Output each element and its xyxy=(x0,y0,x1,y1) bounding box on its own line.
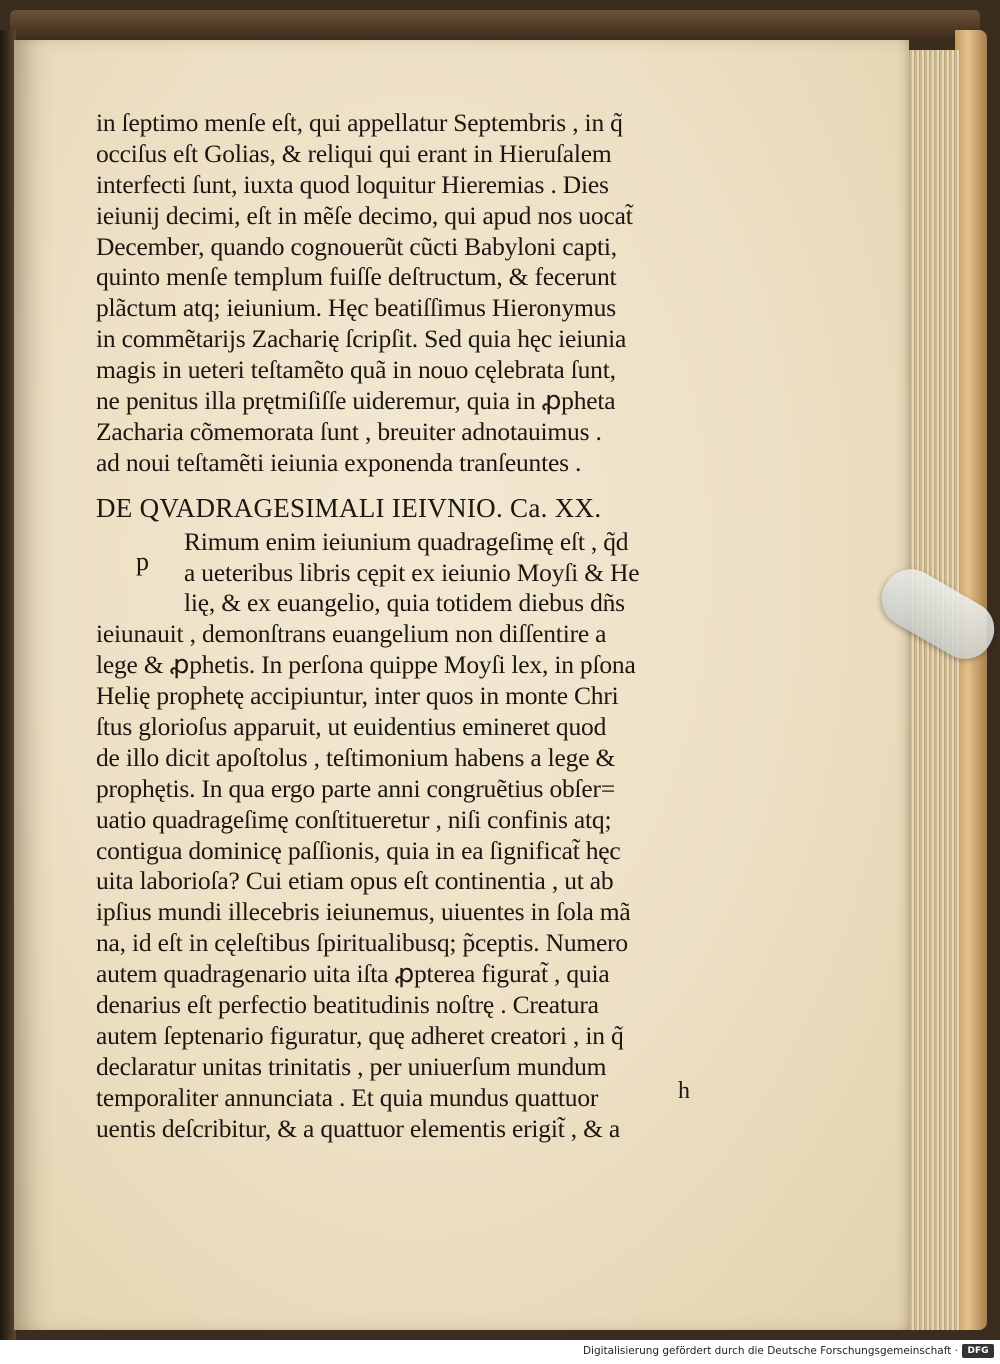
text-line: temporaliter annunciata . Et quia mundus quattuor xyxy=(96,1082,599,1112)
page-edges xyxy=(905,50,960,1330)
text-line: plãctum atq; ieiunium. Hęc beatiſſimus Hieronymus xyxy=(96,293,616,323)
text-line: ad noui teſtamẽti ieiunia exponenda tranſeuntes . xyxy=(96,447,582,477)
text-line: autem ſeptenario figuratur, quę adheret creatori , in q̃ xyxy=(96,1020,624,1050)
text-line: autem quadragenario uita iſta ꝓpterea figurat̃ , quia xyxy=(96,959,610,989)
text-line: declaratur unitas trinitatis , per uniuerſum mundum xyxy=(96,1051,607,1081)
text-line: ſtus glorioſus apparuit, ut euidentius emineret quod xyxy=(96,712,607,742)
text-line: magis in ueteri teſtamẽto quã in nouo cęlebrata ſunt, xyxy=(96,355,616,385)
text-line: quinto menſe templum fuiſſe deſtructum, & fecerunt xyxy=(96,262,617,292)
text-line: Helię prophetę accipiuntur, inter quos in monte Chri xyxy=(96,681,619,711)
text-line: lię, & ex euangelio, quia totidem diebus dñs xyxy=(184,588,625,618)
page-text xyxy=(96,108,736,1145)
text-line: de illo dicit apoſtolus , teſtimonium habens a lege & xyxy=(96,742,616,772)
text-line: ieiunauit , demonſtrans euangelium non diſſentire a xyxy=(96,619,607,649)
book-cover-top xyxy=(10,10,980,40)
text-line: December, quando cognouerũt cũcti Babyloni capti, xyxy=(96,231,617,261)
text-line: interfecti ſunt, iuxta quod loquitur Hieremias . Dies xyxy=(96,169,609,199)
text-line: prophętis. In qua ergo parte anni congruẽtius obſer= xyxy=(96,773,616,803)
text-line: denarius eſt perfectio beatitudinis noſtrę . Creatura xyxy=(96,990,599,1020)
text-line: in commẽtarijs Zacharię ſcripſit. Sed quia hęc ieiunia xyxy=(96,324,627,354)
text-line: uentis deſcribitur, & a quattuor elementis erigit̃ , & a xyxy=(96,1113,621,1143)
text-line: ieiunij decimi, eſt in mẽſe decimo, qui apud nos uocat̃ xyxy=(96,200,633,230)
text-line: ipſius mundi illecebris ieiunemus, uiuentes in ſola mã xyxy=(96,897,631,927)
funding-credit: Digitalisierung gefördert durch die Deutsche Forschungsgemeinschaft · xyxy=(582,1345,958,1357)
text-line: ne penitus illa prętmiſiſſe uideremur, quia in ꝓpheta xyxy=(96,386,616,416)
text-line: uatio quadrageſimę conſtitueretur , niſi confinis atq; xyxy=(96,804,612,834)
chapter-heading: DE QVADRAGESIMALI IEIVNIO. Ca. XX. xyxy=(96,492,602,523)
footer-bar xyxy=(0,1340,1000,1364)
dfg-logo-icon: DFG xyxy=(962,1344,994,1358)
text-line: uita laborioſa? Cui etiam opus eſt continentia , ut ab xyxy=(96,866,614,896)
text-line: Rimum enim ieiunium quadrageſimę eſt , q̃d xyxy=(184,526,629,556)
initial-guide-letter: p xyxy=(136,547,149,576)
text-line: a ueteribus libris cępit ex ieiunio Moyſi & He xyxy=(184,557,640,587)
text-line: na, id eſt in cęleſtibus ſpiritualibusq; p̃ceptis. Numero xyxy=(96,928,628,958)
text-line: lege & ꝓphetis. In perſona quippe Moyſi lex, in pſona xyxy=(96,650,636,680)
text-line: contigua dominicę paſſionis, quia in ea ſignificat̃ hęc xyxy=(96,835,621,865)
text-line: Zacharia cõmemorata ſunt , breuiter adnotauimus . xyxy=(96,416,602,446)
text-line: occiſus eſt Golias, & reliqui qui erant in Hieruſalem xyxy=(96,138,612,168)
signature-mark: h xyxy=(678,1078,690,1104)
text-line: in ſeptimo menſe eſt, qui appellatur Septembris , in q̃ xyxy=(96,108,623,137)
